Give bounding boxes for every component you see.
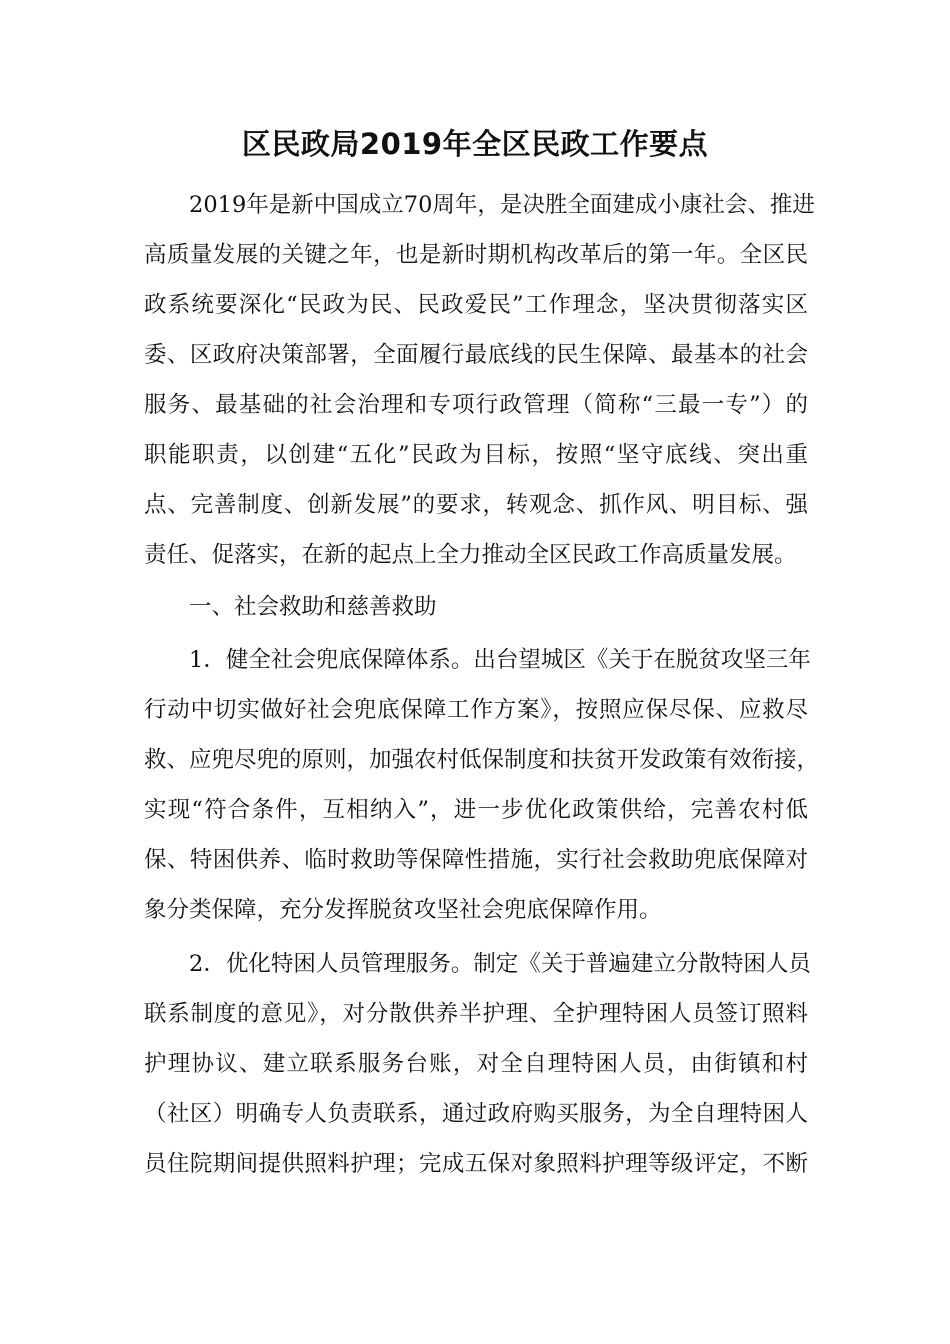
item-1-line-6: 象分类保障，充分发挥脱贫攻坚社会兜底保障作用。 — [144, 897, 662, 923]
paragraph-intro-line-1: 2019年是新中国成立70周年，是决胜全面建成小康社会、推进 — [189, 192, 815, 218]
section-heading-1: 一、社会救助和慈善救助 — [189, 594, 437, 620]
paragraph-intro-line-4: 委、区政府决策部署，全面履行最底线的民生保障、最基本的社会 — [144, 342, 808, 368]
item-1-line-4: 实现“符合条件，互相纳入”，进一步优化政策供给，完善农村低 — [144, 797, 808, 823]
item-1-line-3: 救、应兜尽兜的原则，加强农村低保制度和扶贫开发政策有效衔接， — [144, 747, 820, 773]
item-2-line-3: 护理协议、建立联系服务台账，对全自理特困人员，由街镇和村 — [144, 1051, 808, 1077]
document-title: 区民政局2019年全区民政工作要点 — [241, 127, 709, 161]
item-1-line-5: 保、特困供养、临时救助等保障性措施，实行社会救助兜底保障对 — [144, 847, 808, 873]
item-2-line-2: 联系制度的意见》，对分散供养半护理、全护理特困人员签订照料 — [144, 1001, 808, 1027]
item-2-line-5: 员住院期间提供照料护理；完成五保对象照料护理等级评定，不断 — [144, 1151, 808, 1177]
paragraph-intro-line-6: 职能职责，以创建“五化”民政为目标，按照“坚守底线、突出重 — [144, 442, 808, 468]
paragraph-intro-line-3: 政系统要深化“民政为民、民政爱民”工作理念，坚决贯彻落实区 — [144, 292, 808, 318]
paragraph-intro-line-8: 责任、促落实，在新的起点上全力推动全区民政工作高质量发展。 — [144, 542, 797, 568]
item-2-line-1: 2．优化特困人员管理服务。制定《关于普遍建立分散特困人员 — [189, 951, 811, 977]
paragraph-intro-line-7: 点、完善制度、创新发展”的要求，转观念、抓作风、明目标、强 — [144, 492, 808, 518]
item-1-line-1: 1．健全社会兜底保障体系。出台望城区《关于在脱贫攻坚三年 — [189, 647, 811, 673]
paragraph-intro-line-2: 高质量发展的关键之年，也是新时期机构改革后的第一年。全区民 — [144, 242, 808, 268]
item-2-line-4: （社区）明确专人负责联系，通过政府购买服务，为全自理特困人 — [144, 1101, 808, 1127]
paragraph-intro-line-5: 服务、最基础的社会治理和专项行政管理（简称“三最一专”）的 — [144, 392, 808, 418]
item-1-line-2: 行动中切实做好社会兜底保障工作方案》，按照应保尽保、应救尽 — [144, 697, 808, 723]
